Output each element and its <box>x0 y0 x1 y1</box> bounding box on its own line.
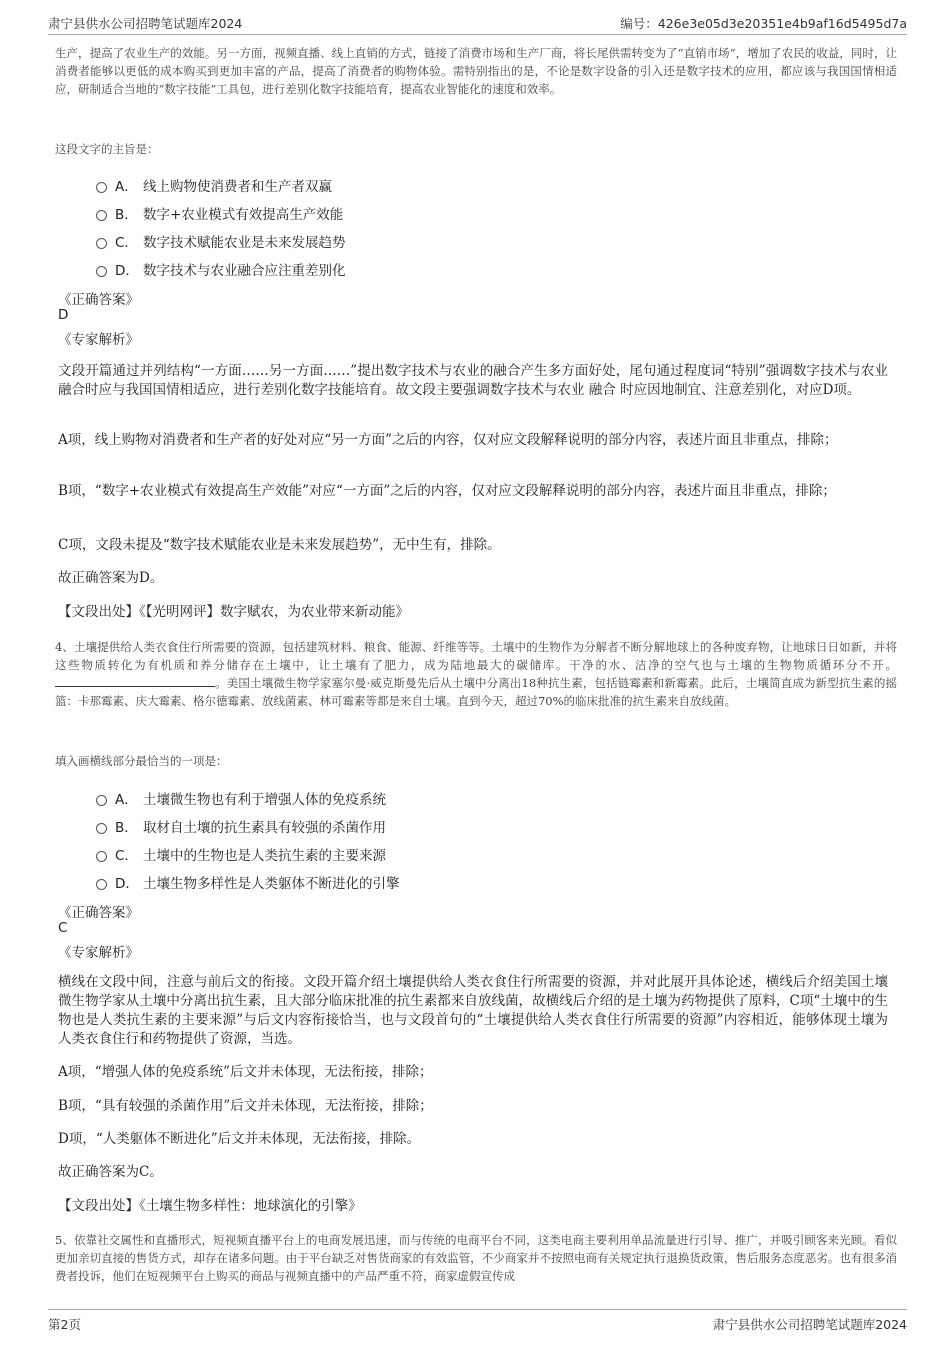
q4-answer-label: 《正确答案》 <box>58 905 139 921</box>
q4-analysis-a: A项，“增强人体的免疫系统”后文并未体现，无法衔接，排除； <box>58 1064 433 1080</box>
q4-source: 【文段出处】《土壤生物多样性：地球演化的引擎》 <box>58 1198 362 1214</box>
radio-icon[interactable] <box>96 823 107 834</box>
q3-analysis-b: B项，“数字+农业模式有效提高生产效能”对应“一方面”之后的内容，仅对应文段解释说明的部分内容，表述片面且非重点，排除； <box>58 483 836 499</box>
q3-answer: D <box>58 307 69 323</box>
q3-analysis-c: C项，文段未提及“数字技术赋能农业是未来发展趋势”，无中生有，排除。 <box>58 537 501 553</box>
q4-option-c[interactable]: C． 土壤中的生物也是人类抗生素的主要来源 <box>96 844 386 864</box>
q4-option-d[interactable]: D． 土壤生物多样性是人类躯体不断进化的引擎 <box>96 872 400 892</box>
radio-icon[interactable] <box>96 238 107 249</box>
q4-analysis-b: B项，“具有较强的杀菌作用”后文并未体现，无法衔接，排除； <box>58 1098 433 1114</box>
q3-analysis-label: 《专家解析》 <box>58 332 139 348</box>
page-number: 第2页 <box>48 1317 81 1332</box>
fill-blank <box>55 676 215 687</box>
radio-icon[interactable] <box>96 210 107 221</box>
q4-analysis-d: D项，“人类躯体不断进化”后文并未体现，无法衔接，排除。 <box>58 1131 421 1147</box>
page-header <box>48 10 907 35</box>
q5-passage: 5、依靠社交属性和直播形式，短视频直播平台上的电商发展迅速，而与传统的电商平台不同，这类电商主要利用单品流量进行引导、推广，并吸引顾客来光顾。看似更加亲切直接的售货方式，却存在诸多问题。由于平台缺乏对售货商家的有效监管，不少商家并不按照电商有关规定执行退换货政策，售后服务态度恶劣。也有很多消费者投诉，他们在短视频平台上购买的商品与视频直播中的产品严重不符，商家虚假宣传成 <box>55 1233 897 1283</box>
q4-option-b[interactable]: B． 取材自土壤的抗生素具有较强的杀菌作用 <box>96 816 386 836</box>
q3-passage-tail: 生产，提高了农业生产的效能。另一方面，视频直播、线上直销的方式，链接了消费市场和生产厂商，将长尾供需转变为了“直销市场”，增加了农民的收益，同时，让消费者能够以更低的成本购买到更加丰富的产品，提高了消费者的购物体验。需特别指出的是，不论是数字设备的引入还是数字技术的应用，都应该与我国国情相适应，研制适合当地的“数字技能”工具包，进行差别化数字技能培育，提高农业智能化的速度和效率。 <box>55 46 897 96</box>
footer-title: 肃宁县供水公司招聘笔试题库2024 <box>712 1317 907 1332</box>
q3-question: 这段文字的主旨是： <box>55 142 159 156</box>
q3-answer-label: 《正确答案》 <box>58 292 139 308</box>
radio-icon[interactable] <box>96 851 107 862</box>
q3-analysis-a: A项，线上购物对消费者和生产者的好处对应“另一方面”之后的内容，仅对应文段解释说明的部分内容，表述片面且非重点，排除； <box>58 432 838 448</box>
radio-icon[interactable] <box>96 266 107 277</box>
q4-analysis-main: 横线在文段中间，注意与前后文的衔接。文段开篇介绍土壤提供给人类衣食住行所需要的资源，并对此展开具体论述，横线后介绍美国土壤微生物学家从土壤中分离出抗生素，且大部分临床批准的抗生素都来自放线菌，故横线后介绍的是土壤为药物提供了原料，C项“土壤中的生物也是人类抗生素的主要来源”与后文内容衔接恰当，也与文段首句的“土壤提供给人类衣食住行所需要的资源”内容相近，能够体现土壤为人类衣食住行和药物提供了资源，当选。 <box>58 974 888 1047</box>
q4-conclusion: 故正确答案为C。 <box>58 1164 163 1180</box>
q4-answer: C <box>58 920 68 936</box>
q3-option-d[interactable]: D． 数字技术与农业融合应注重差别化 <box>96 259 346 279</box>
document-id: 编号：426e3e05d3e20351e4b9af16d5495d7a <box>620 16 907 31</box>
q3-source: 【文段出处】《【光明网评】数字赋农，为农业带来新动能》 <box>58 604 409 620</box>
q3-option-a[interactable]: A． 线上购物使消费者和生产者双赢 <box>96 175 332 195</box>
radio-icon[interactable] <box>96 795 107 806</box>
radio-icon[interactable] <box>96 182 107 193</box>
q4-option-a[interactable]: A． 土壤微生物也有利于增强人体的免疫系统 <box>96 788 386 808</box>
header-title: 肃宁县供水公司招聘笔试题库2024 <box>48 16 243 31</box>
page-footer <box>48 1309 907 1336</box>
q3-analysis-main: 文段开篇通过并列结构“一方面……另一方面……”提出数字技术与农业的融合产生多方面好处，尾句通过程度词“特别”强调数字技术与农业融合时应与我国国情相适应，进行差别化数字技能培育。故文段主要强调数字技术与农业 融合 时应因地制宜、注意差别化，对应D项。 <box>58 363 888 398</box>
q3-option-b[interactable]: B． 数字+农业模式有效提高生产效能 <box>96 203 343 223</box>
radio-icon[interactable] <box>96 879 107 890</box>
q3-conclusion: 故正确答案为D。 <box>58 570 164 586</box>
q4-analysis-label: 《专家解析》 <box>58 945 139 961</box>
q4-question: 填入画横线部分最恰当的一项是： <box>55 754 228 768</box>
q4-passage: 4、土壤提供给人类衣食住行所需要的资源，包括建筑材料、粮食、能源、纤维等等。土壤中的生物作为分解者不断分解地球上的各种废弃物，让地球日日如新，并将这些物质转化为有机质和养分储存在土壤中，让土壤有了肥力，成为陆地最大的碳储库。干净的水、洁净的空气也与土壤的生物物质循环分不开。。美国土壤微生物学家塞尔曼·威克斯曼先后从土壤中分离出18种抗生素，包括链霉素和新霉素。此后，土壤简直成为新型抗生素的摇篮：卡那霉素、庆大霉素、格尔德霉素、放线菌素、林可霉素等都是来自土壤。直到今天，超过70%的临床批准的抗生素来自放线菌。 <box>55 640 897 708</box>
q3-option-c[interactable]: C． 数字技术赋能农业是未来发展趋势 <box>96 231 346 251</box>
